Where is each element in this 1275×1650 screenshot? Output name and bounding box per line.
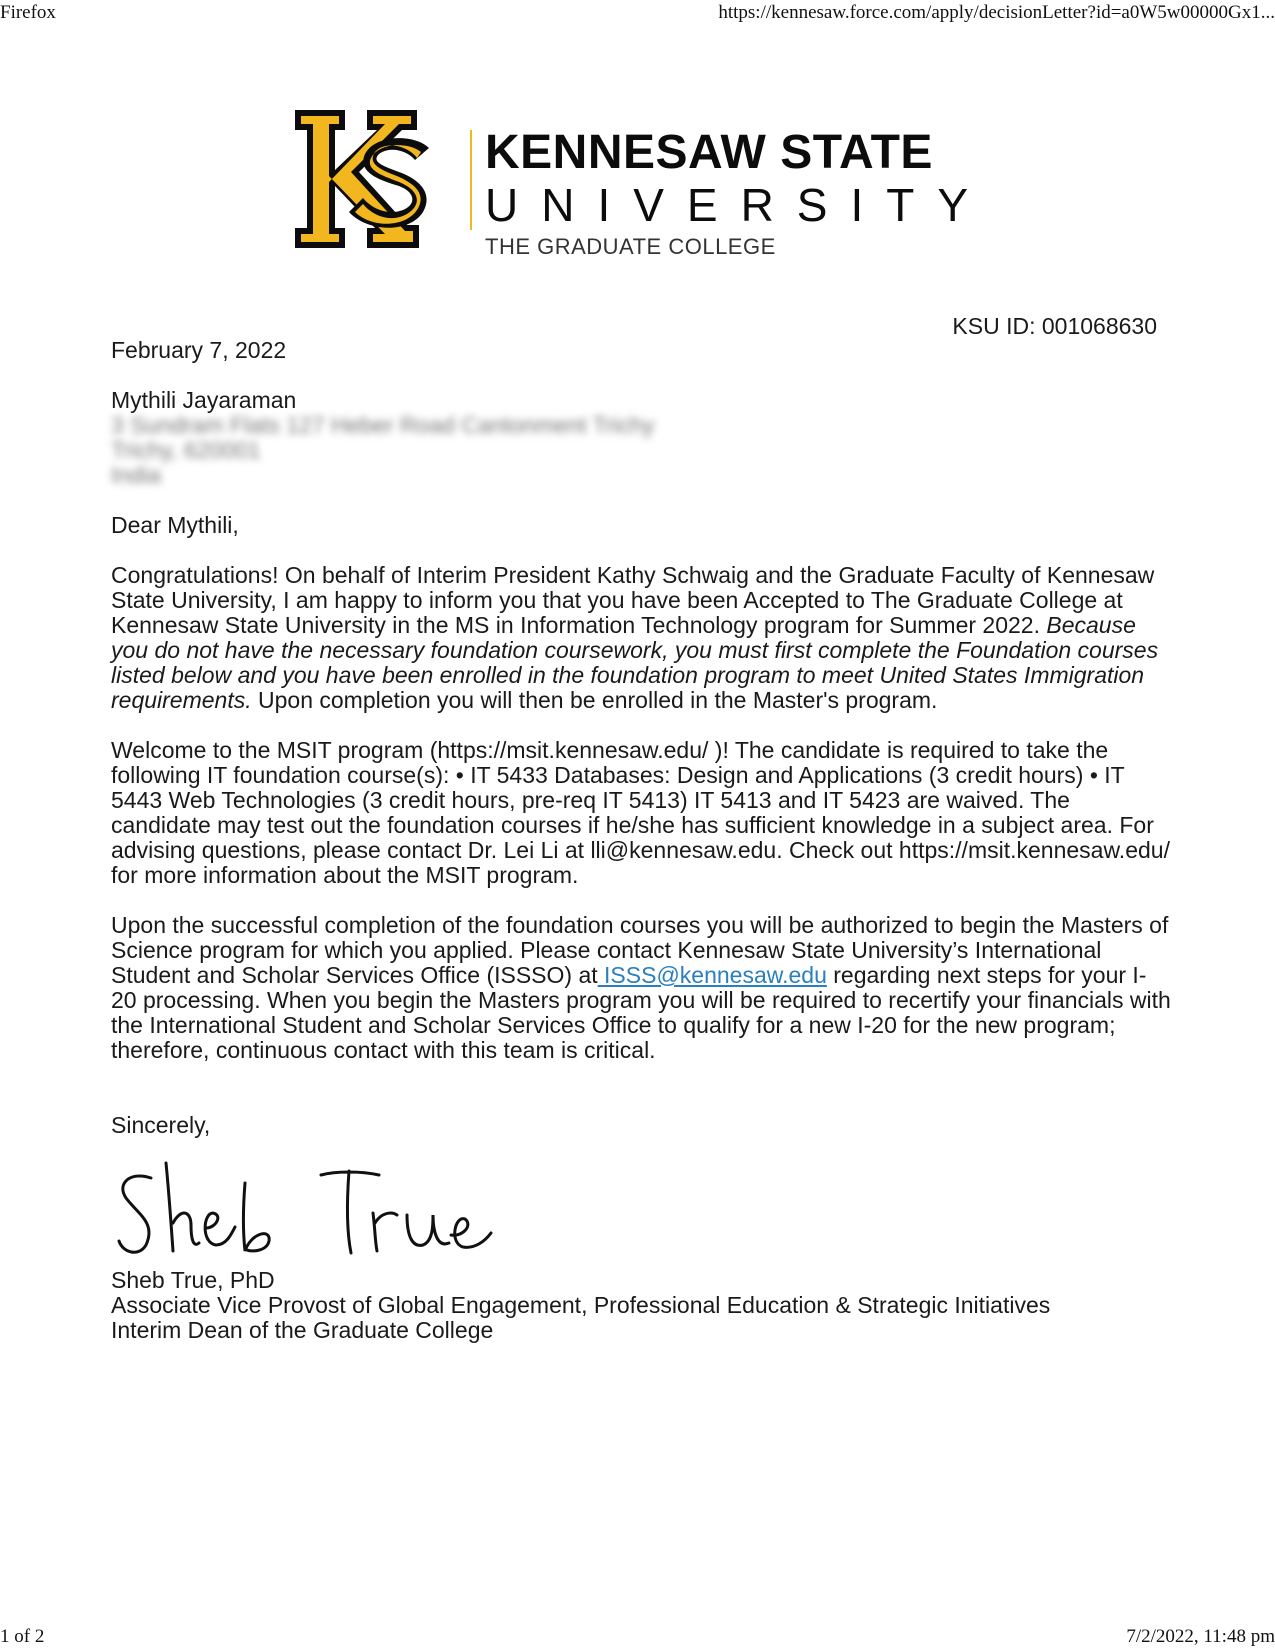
signer-title-2: Interim Dean of the Graduate College [111,1317,494,1343]
address-line-2: Trichy, 620001 [111,437,261,463]
signer-name: Sheb True, PhD [111,1267,275,1293]
ksu-logo [287,100,992,265]
isss-email-link[interactable]: ISSS@kennesaw.edu [597,962,827,988]
paragraph-acceptance [111,563,1171,713]
signature-image [111,1153,511,1263]
logo-college-name: THE GRADUATE COLLEGE [485,234,776,259]
logo-university-word: UNIVERSITY [485,179,992,231]
para1-end: Upon completion you will then be enrolled in the Master's program. [251,687,938,713]
address-line-1: 3 Sundram Flats 127 Heber Road Cantonment Trichy [111,412,655,438]
para3-end: regarding next steps for your I-20 processing. When you begin the Masters program you will be required to recertify your financials with the International Student and Scholar Services Office to qualify for a new I-20 for the new program; therefore, continuous contact with this team is critical. [111,962,1171,1063]
logo-divider [470,130,472,230]
para1-start: Congratulations! On behalf of Interim President Kathy Schwaig and the Graduate Faculty of Kennesaw State University, I am happy to inform you that you have been Accepted to The Graduate College at Kennesaw State University in the MS in Information Technology program for Summer 2022. [111,562,1155,638]
page-indicator: 1 of 2 [0,1626,45,1647]
print-footer [0,1624,1275,1650]
address-line-3: India [111,462,161,488]
ksu-monogram-icon [287,100,447,260]
signature-block [111,1268,1171,1343]
paragraph-msit: Welcome to the MSIT program (https://msit.kennesaw.edu/ )! The candidate is required to take the following IT foundation course(s): • IT 5433 Databases: Design and Applications (3 credit hours) • IT 5443 Web Technologies (3 credit hours, pre-req IT 5413) IT 5413 and IT 5423 are waived. The candidate may test out the foundation courses if he/she has sufficient knowledge in a subject area. For advising questions, please contact Dr. Lei Li at lli@kennesaw.edu. Check out https://msit.kennesaw.edu/ for more information about the MSIT program. [111,737,1170,888]
logo-university-name: KENNESAW STATE [485,126,933,179]
recipient-address [111,388,1171,488]
closing: Sincerely, [111,1112,211,1138]
letter-date: February 7, 2022 [111,337,287,363]
salutation: Dear Mythili, [111,512,239,538]
print-timestamp: 7/2/2022, 11:48 pm [1126,1626,1275,1647]
paragraph-issso [111,913,1171,1063]
ksu-id: KSU ID: 001068630 [952,313,1157,339]
para1-italic: Because you do not have the necessary foundation coursework, you must first complete the Foundation courses listed below and you have been enrolled in the foundation program to meet United States Immigration requirements. [111,612,1159,713]
print-header [0,0,1275,26]
letter-body [111,338,1171,1343]
para3-start: Upon the successful completion of the foundation courses you will be authorized to begin the Masters of Science program for which you applied. Please contact Kennesaw State University’s International Student and Scholar Services Office (ISSSO) at [111,912,1169,988]
signer-title-1: Associate Vice Provost of Global Engagement, Professional Education & Strategic Initiatives [111,1292,1051,1318]
recipient-name: Mythili Jayaraman [111,387,297,413]
page-url[interactable]: https://kennesaw.force.com/apply/decisionLetter?id=a0W5w00000Gx1... [718,2,1275,23]
browser-name: Firefox [0,2,56,23]
